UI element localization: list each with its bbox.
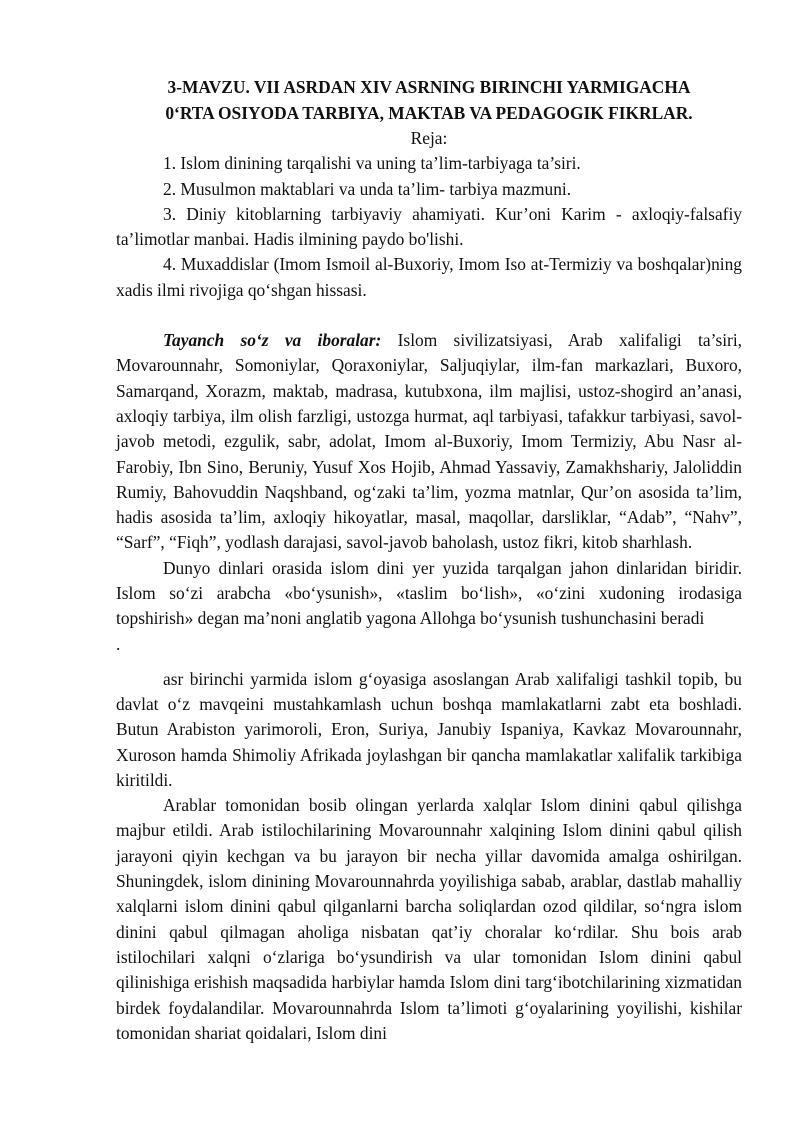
document-page	[116, 74, 742, 1046]
keywords-paragraph	[116, 328, 742, 556]
page-title	[116, 74, 742, 126]
title-line-1: 3-MAVZU. VII ASRDAN XIV ASRNING BIRINCHI YARMIGACHA	[167, 77, 691, 97]
spacer	[116, 303, 742, 328]
plan-item: 2. Musulmon maktablari va unda ta’lim- tarbiya mazmuni.	[163, 178, 572, 199]
plan-item: 3. Diniy kitoblarning tarbiyaviy ahamiyati. Kur’oni Karim - axloqiy-falsafiy ta’limotlar manbai. Hadis ilmining paydo bo'lishi.	[116, 203, 742, 250]
keywords-label: Tayanch so‘z va iboralar:	[163, 330, 382, 351]
plan-item: 1. Islom dinining tarqalishi va uning ta’lim-tarbiyaga ta’siri.	[163, 153, 581, 174]
plan-heading: Reja:	[410, 128, 448, 148]
body-paragraph-1: Dunyo dinlari orasida islom dini yer yuzida tarqalgan jahon dinlaridan biridir. Islom so‘zi arabcha «bo‘ysunish», «taslim bo‘lish», «o‘zini xudoning irodasiga topshirish» degan ma’noni anglatib yagona Allohga bo‘ysunish tushunchasini beradi	[116, 557, 742, 629]
plan-list	[116, 151, 742, 303]
spacer	[116, 657, 742, 667]
stray-dot: .	[116, 633, 121, 654]
plan-item: 4. Muxaddislar (Imom Ismoil al-Buxoriy, Imom Iso at-Termiziy va boshqalar)ning xadis ilmi rivojiga qo‘shgan hissasi.	[116, 254, 742, 300]
title-line-2: 0‘RTA OSIYODA TARBIYA, MAKTAB VA PEDAGOGIK FIKRLAR.	[165, 103, 693, 123]
keywords-text: Islom sivilizatsiyasi, Arab xalifaligi ta’siri, Movarounnahr, Somoniylar, Qoraxoniylar, Saljuqiylar, ilm-fan markazlari, Buxoro, Samarqand, Xorazm, maktab, madrasa, kutubxona, ilm majlisi, ustoz-shogird an’anasi, axloqiy tarbiya, ilm olish farzligi, ustozga hurmat, aql tarbiyasi, tafakkur tarbiyasi, savol-javob metodi, ezgulik, sabr, adolat, Imom al-Buxoriy, Imom Termiziy, Abu Nasr al-Farobiy, Ibn Sino, Beruniy, Yusuf Xos Hojib, Ahmad Yassaviy, Zamakhshariy, Jaloliddin Rumiy, Bahovuddin Naqshband, og‘zaki ta’lim, yozma matnlar, Qur’on asosida ta’lim, hadis asosida ta’lim, axloqiy hikoyatlar, masal, maqollar, darsliklar, “Adab”, “Nahv”, “Sarf”, “Fiqh”, yodlash darajasi, savol-javob baholash, ustoz fikri, kitob sharhlash.	[116, 330, 743, 553]
body-paragraph-2: asr birinchi yarmida islom g‘oyasiga asoslangan Arab xalifaligi tashkil topib, bu davlat o‘z mavqeini mustahkamlash uchun boshqa mamlakatlarni zabt eta boshladi. Butun Arabiston yarimoroli, Eron, Suriya, Janubiy Ispaniya, Kavkaz Movarounnahr, Xuroson hamda Shimoliy Afrikada joylashgan bir qancha mamlakatlar xalifalik tarkibiga kiritildi.	[116, 668, 742, 790]
body-paragraph-3: Arablar tomonidan bosib olingan yerlarda xalqlar Islom dinini qabul qilishga majbur etildi. Arab istilochilarining Movarounnahr xalqining Islom dinini qabul qilish jarayoni qiyin kechgan va bu jarayon bir necha yillar davomida amalga oshirilgan. Shuningdek, islom dinining Movarounnahrda yoyilishiga sabab, arablar, dastlab mahalliy xalqlarni islom dinini qabul qilganlarni barcha soliqlardan ozod qildilar, so‘ngra islom dinini qabul qilmagan aholiga nisbatan qat’iy choralar ko‘rdilar. Shu bois arab istilochilari xalqni o‘zlariga bo‘ysundirish va ular tomonidan Islom dinini qabul qilinishiga erishish maqsadida harbiylar hamda Islom dini targ‘ibotchilarining xizmatidan birdek foydalandilar. Movarounnahrda Islom ta’limoti g‘oyalarining yoyilishi, kishilar tomonidan shariat qoidalari, Islom dini	[116, 795, 742, 1043]
